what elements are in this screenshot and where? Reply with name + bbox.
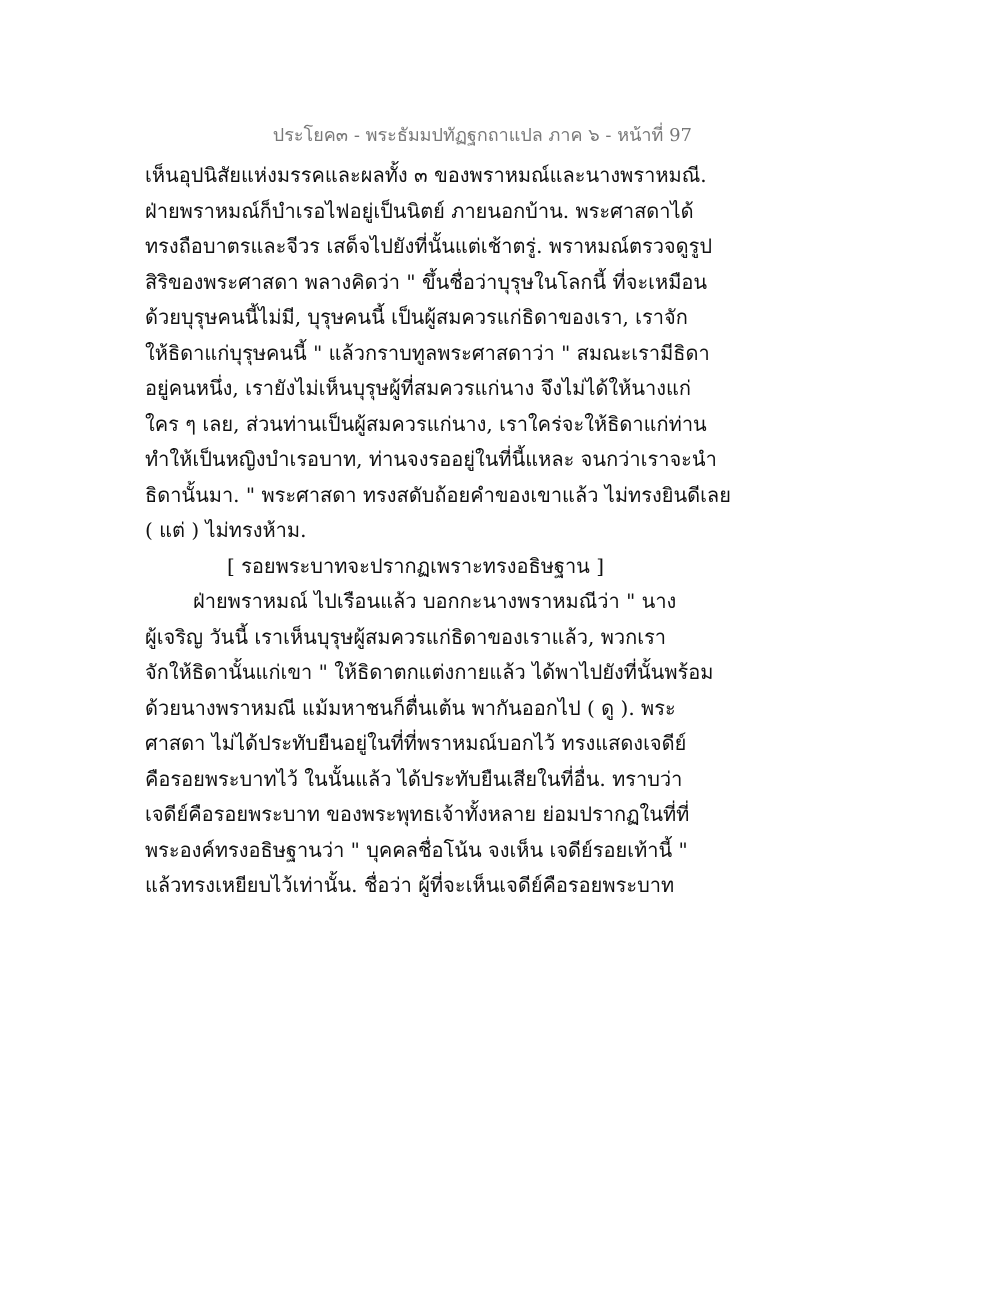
text-line: ผู้เจริญ วันนี้ เราเห็นบุรุษผู้สมควรแก่ธิดาของเราแล้ว, พวกเรา (145, 624, 667, 649)
text-line: ด้วยนางพราหมณี แม้มหาชนก็ตื่นเต้น พากันออกไป ( ดู ). พระ (145, 695, 676, 720)
text-line: ฝ่ายพราหมณ์ ไปเรือนแล้ว บอกกะนางพราหมณีว่า " นาง (193, 589, 677, 613)
text-line: พระองค์ทรงอธิษฐานว่า " บุคคลชื่อโน้น จงเห็น เจดีย์รอยเท้านี้ " (145, 837, 688, 862)
text-line: ฝ่ายพราหมณ์ก็บำเรอไฟอยู่เป็นนิตย์ ภายนอกบ้าน. พระศาสดาได้ (145, 198, 694, 223)
text-line: อยู่คนหนึ่ง, เรายังไม่เห็นบุรุษผู้ที่สมควรแก่นาง จึงไม่ได้ให้นางแก่ (145, 376, 692, 400)
text-line: คือรอยพระบาทไว้ ในนั้นแล้ว ได้ประทับยืนเสียในที่อื่น. ทราบว่า (145, 766, 683, 791)
text-line: ( แต่ ) ไม่ทรงห้าม. (145, 518, 307, 542)
text-line: เห็นอุปนิสัยแห่งมรรคและผลทั้ง ๓ ของพราหมณ์และนางพราหมณี. (145, 163, 707, 187)
text-line: สิริของพระศาสดา พลางคิดว่า " ขึ้นชื่อว่าบุรุษในโลกนี้ ที่จะเหมือน (145, 269, 708, 294)
text-line: ด้วยบุรุษคนนี้ไม่มี, บุรุษคนนี้ เป็นผู้สมควรแก่ธิดาของเรา, เราจัก (145, 305, 688, 329)
text-line: เจดีย์คือรอยพระบาท ของพระพุทธเจ้าทั้งหลาย ย่อมปรากฏในที่ที่ (145, 802, 690, 826)
text-line: ใคร ๆ เลย, ส่วนท่านเป็นผู้สมควรแก่นาง, เราใคร่จะให้ธิดาแก่ท่าน (145, 411, 707, 436)
body-text (145, 158, 731, 904)
text-line: ธิดานั้นมา. " พระศาสดา ทรงสดับถ้อยคำของเขาแล้ว ไม่ทรงยินดีเลย (145, 482, 731, 507)
section-heading: [ รอยพระบาทจะปรากฏเพราะทรงอธิษฐาน ] (227, 553, 605, 578)
text-line: ศาสดา ไม่ได้ประทับยืนอยู่ในที่ที่พราหมณ์บอกไว้ ทรงแสดงเจดีย์ (145, 731, 687, 755)
text-line: จักให้ธิดานั้นแก่เขา " ให้ธิดาตกแต่งกายแล้ว ได้พาไปยังที่นั้นพร้อม (145, 660, 714, 684)
text-line: ทำให้เป็นหญิงบำเรอบาท, ท่านจงรออยู่ในที่นี้แหละ จนกว่าเราจะนำ (145, 447, 717, 471)
text-line: ให้ธิดาแก่บุรุษคนนี้ " แล้วกราบทูลพระศาสดาว่า " สมณะเรามีธิดา (145, 340, 710, 365)
text-line: ทรงถือบาตรและจีวร เสด็จไปยังที่นั้นแต่เช้าตรู่. พราหมณ์ตรวจดูรูป (145, 234, 713, 258)
text-line: แล้วทรงเหยียบไว้เท่านั้น. ชื่อว่า ผู้ที่จะเห็นเจดีย์คือรอยพระบาท (145, 873, 675, 897)
running-header: ประโยค๓ - พระธัมมปทัฏฐกถาแปล ภาค ๖ - หน้าที่ 97 (272, 125, 692, 146)
